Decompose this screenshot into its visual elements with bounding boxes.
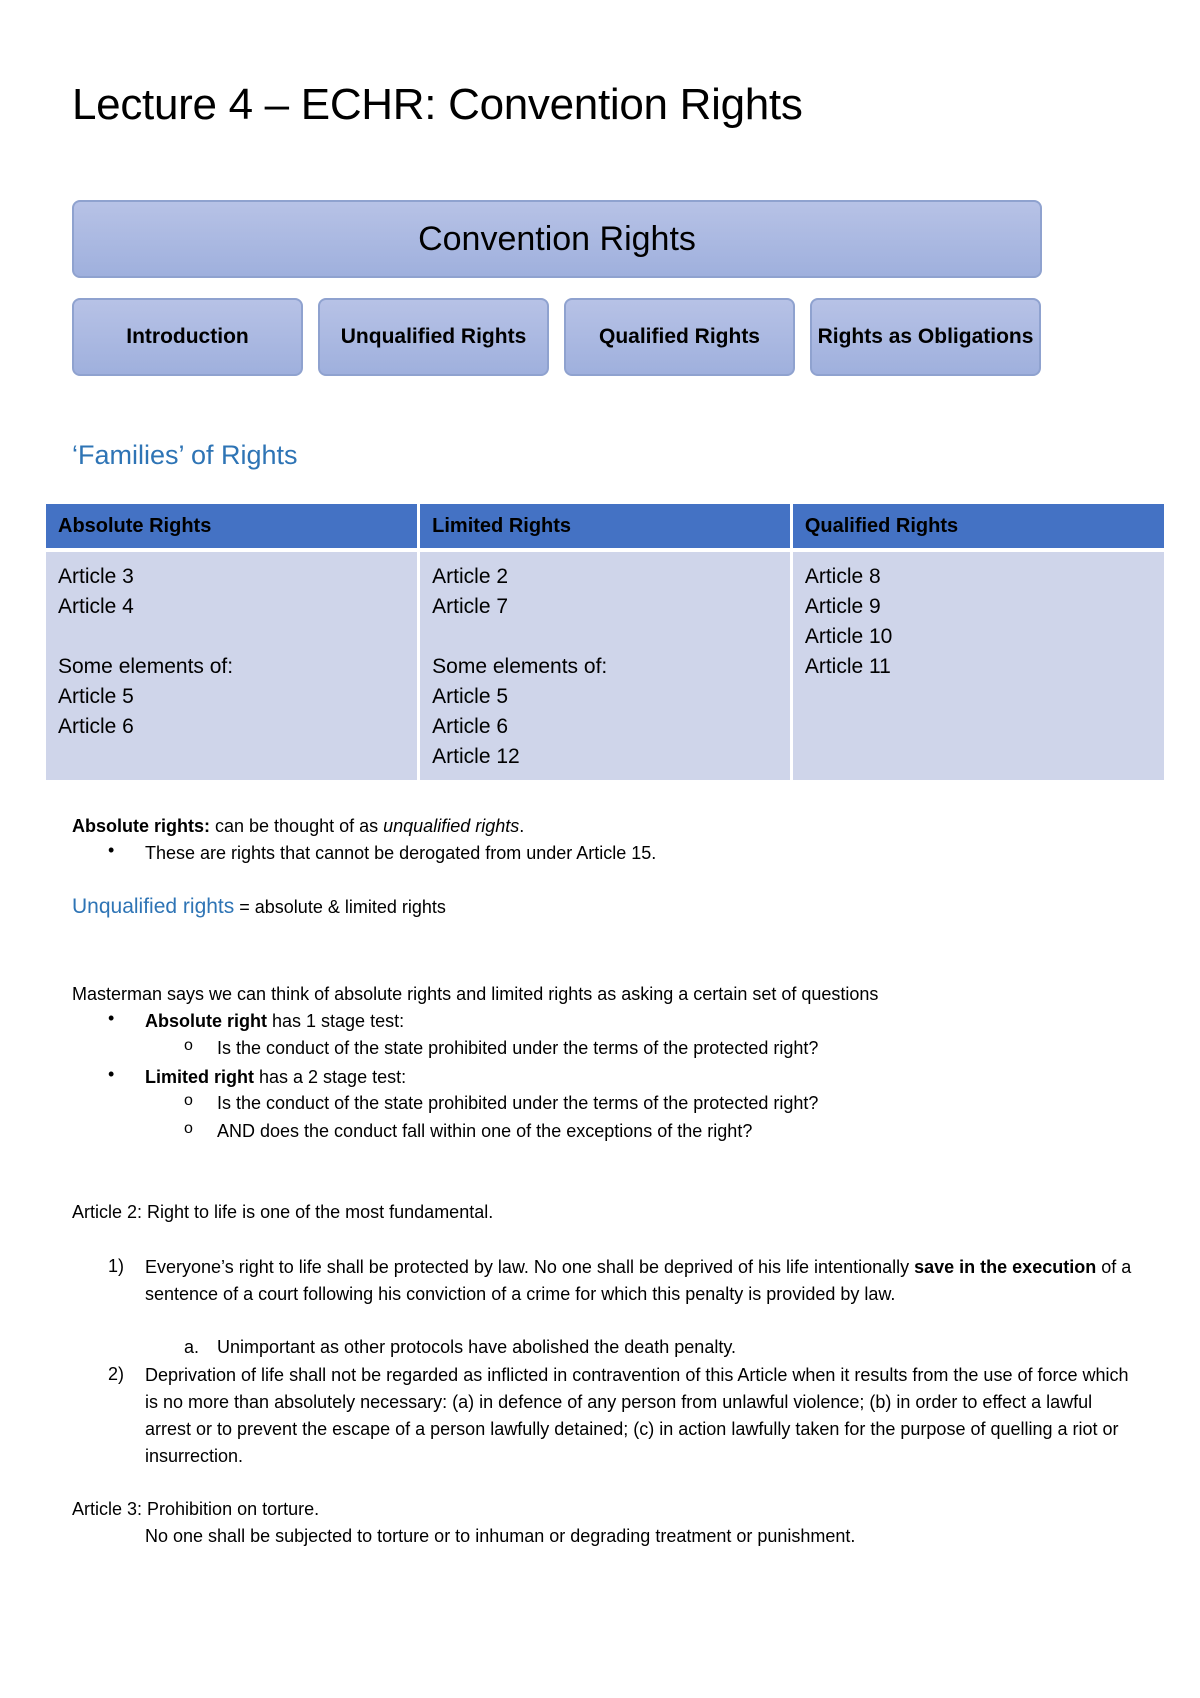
absolute-right-question: Is the conduct of the state prohibited under the terms of the protected right? [217, 1038, 819, 1058]
cell-line: Article 9 [804, 595, 881, 618]
page-title: Lecture 4 – ECHR: Convention Rights [72, 80, 803, 129]
article-2-item-2: Deprivation of life shall not be regarded as inflicted in contravention of this Article when it results from the use of force which is no more than absolutely necessary: (a) in defence of any person from unlawful violence; (b) in order to effect a lawful arrest or to prevent the escape of a person lawfully detained; (c) in action lawfully taken for the purpose of quelling a riot or insurrection. [145, 1365, 1129, 1466]
header-qualified-rights: Qualified Rights [791, 504, 1164, 550]
article-2-item-1 [145, 1254, 1135, 1308]
absolute-italic: unqualified rights [383, 816, 520, 836]
families-table [46, 504, 1164, 780]
cell-line: Article 6 [432, 715, 509, 738]
cell-line: Some elements of: [432, 655, 608, 678]
diagram-box-unqualified-rights: Unqualified Rights [318, 298, 549, 376]
absolute-text-after: . [519, 816, 525, 836]
absolute-rights-label: Absolute rights: [72, 816, 210, 836]
cell-line: Some elements of: [58, 655, 234, 678]
cell-line: Article 12 [432, 745, 520, 768]
cell-line: Article 6 [58, 715, 134, 738]
diagram-box-qualified-rights: Qualified Rights [564, 298, 795, 376]
unqualified-line [72, 895, 446, 919]
cell-line: Article 5 [58, 685, 134, 708]
limited-right-question-1: Is the conduct of the state prohibited under the terms of the protected right? [217, 1093, 819, 1113]
absolute-right-text: has 1 stage test: [267, 1011, 405, 1031]
absolute-text-before: can be thought of as [210, 816, 384, 836]
families-heading: ‘Families’ of Rights [72, 440, 298, 470]
circle-bullet-icon: o [184, 1092, 193, 1109]
header-absolute-rights: Absolute Rights [46, 504, 419, 550]
cell-limited-rights [419, 550, 792, 780]
circle-bullet-icon: o [184, 1120, 193, 1137]
article-3-heading: Article 3: Prohibition on torture. [72, 1499, 320, 1519]
article-2-sub-text: Unimportant as other protocols have abolished the death penalty. [217, 1337, 736, 1357]
cell-line [432, 622, 778, 652]
diagram-main-box: Convention Rights [72, 200, 1042, 278]
article-2-sub-number: a. [184, 1337, 200, 1357]
article-2-item-1-number: 1) [108, 1256, 125, 1276]
limited-right-question-2: AND does the conduct fall within one of the exceptions of the right? [217, 1121, 753, 1141]
cell-absolute-rights [46, 550, 419, 780]
absolute-right-test [145, 1009, 404, 1033]
article-2-item-1-bold: save in the execution [914, 1257, 1097, 1277]
cell-line: Article 7 [432, 595, 509, 618]
limited-right-test [145, 1065, 406, 1089]
cell-line: Article 11 [804, 655, 891, 678]
limited-right-label: Limited right [145, 1067, 254, 1087]
article-2-item-1-text-a: Everyone’s right to life shall be protected by law. No one shall be deprived of his life intentionally [145, 1257, 915, 1277]
cell-qualified-rights [791, 550, 1164, 780]
convention-rights-diagram [72, 200, 1042, 380]
article-3-text: No one shall be subjected to torture or to inhuman or degrading treatment or punishment. [145, 1526, 856, 1546]
cell-line: Article 4 [58, 595, 134, 618]
cell-line [58, 622, 405, 652]
table-header-row [46, 504, 1164, 550]
limited-right-text: has a 2 stage test: [254, 1067, 407, 1087]
cell-line: Article 3 [58, 565, 134, 588]
table-row [46, 550, 1164, 780]
absolute-right-label: Absolute right [145, 1011, 267, 1031]
article-2-item-2-number: 2) [108, 1364, 125, 1384]
bullet-icon: • [108, 1064, 115, 1084]
bullet-icon: • [108, 1008, 115, 1028]
masterman-intro: Masterman says we can think of absolute rights and limited rights as asking a certain set of questions [72, 984, 879, 1004]
article-2-heading: Article 2: Right to life is one of the most fundamental. [72, 1202, 494, 1222]
circle-bullet-icon: o [184, 1037, 193, 1054]
diagram-box-rights-as-obligations: Rights as Obligations [810, 298, 1041, 376]
cell-line: Article 5 [432, 685, 509, 708]
cell-line: Article 8 [804, 565, 881, 588]
unqualified-term: Unqualified rights [72, 895, 235, 918]
unqualified-definition: = absolute & limited rights [234, 897, 446, 917]
cell-line: Article 10 [804, 625, 893, 648]
absolute-bullet-text: These are rights that cannot be derogated from under Article 15. [145, 843, 657, 863]
diagram-box-introduction: Introduction [72, 298, 303, 376]
bullet-icon: • [108, 840, 115, 860]
header-limited-rights: Limited Rights [419, 504, 792, 550]
absolute-rights-line [72, 814, 524, 838]
cell-line: Article 2 [432, 565, 509, 588]
article-2-item-1-text-b: of a sentence of a court following his conviction of a crime for which this penalty is provided by law. [145, 1257, 1132, 1304]
